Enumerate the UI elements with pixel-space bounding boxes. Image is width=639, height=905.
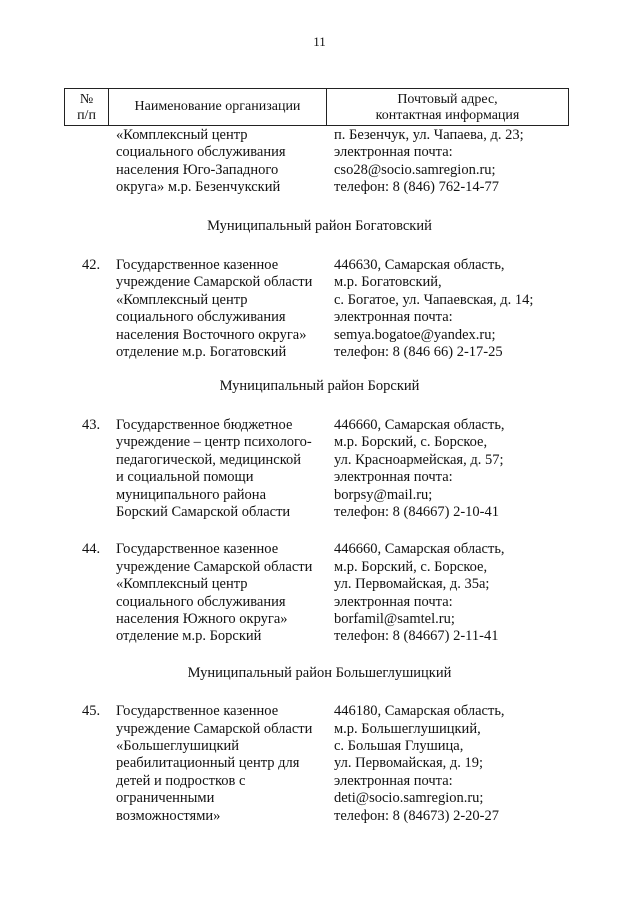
address-line: электронная почта:	[334, 593, 453, 610]
name-line: муниципального района	[116, 486, 266, 503]
address-line: электронная почта:	[334, 469, 453, 486]
address-line: м.р. Богатовский,	[334, 274, 442, 291]
entry-number	[82, 127, 118, 197]
name-line: социального обслуживания	[116, 309, 286, 326]
name-line: социального обслуживания	[116, 593, 286, 610]
address-line: электронная почта:	[334, 309, 453, 326]
name-line: округа» м.р. Безенчукский	[116, 179, 281, 196]
address-line: телефон: 8 (84667) 2-11-41	[334, 628, 499, 645]
header-num-line: №	[79, 92, 94, 107]
table-row-continuation	[0, 127, 639, 197]
organization-name	[116, 417, 334, 521]
header-num-cell	[65, 89, 109, 125]
address-line: cso28@socio.samregion.ru;	[334, 161, 496, 178]
header-address-line: Почтовый адрес,	[397, 92, 498, 107]
address-line: 446660, Самарская область,	[334, 416, 505, 433]
address-line: ул. Первомайская, д. 35а;	[334, 576, 490, 593]
table-row	[0, 703, 639, 825]
name-line: Государственное казенное	[116, 541, 279, 558]
address-line: телефон: 8 (84673) 2-20-27	[334, 807, 499, 824]
entry-number: 45.	[82, 703, 101, 720]
address-line: м.р. Борский, с. Борское,	[334, 558, 488, 575]
organization-name	[116, 127, 334, 197]
contact-info	[334, 257, 574, 361]
name-line: реабилитационный центр для	[116, 755, 300, 772]
address-line: ул. Первомайская, д. 19;	[334, 755, 484, 772]
address-line: телефон: 8 (846) 762-14-77	[334, 179, 499, 196]
name-line: учреждение – центр психолого-	[116, 434, 312, 451]
name-line: населения Восточного округа»	[116, 326, 307, 343]
name-line: социального обслуживания	[116, 144, 286, 161]
header-address-cell	[327, 89, 568, 125]
name-line: Государственное бюджетное	[116, 416, 293, 433]
name-line: «Комплексный центр	[116, 127, 248, 143]
contact-info	[334, 541, 574, 645]
address-line: электронная почта:	[334, 772, 453, 789]
name-line: Государственное казенное	[116, 257, 279, 274]
name-line: и социальной помощи	[116, 469, 254, 486]
contact-info	[334, 703, 574, 825]
organization-name	[116, 703, 334, 825]
name-line: населения Южного округа»	[116, 610, 288, 627]
organization-name	[116, 541, 334, 645]
address-line: deti@socio.samregion.ru;	[334, 790, 484, 807]
name-line: детей и подростков с	[116, 772, 246, 789]
name-line: отделение м.р. Богатовский	[116, 344, 287, 361]
entry-number: 44.	[82, 541, 101, 558]
address-line: ул. Красноармейская, д. 57;	[334, 451, 504, 468]
name-line: учреждение Самарской области	[116, 274, 313, 291]
name-line: «Комплексный центр	[116, 291, 248, 308]
entry-number: 42.	[82, 257, 101, 274]
address-line: м.р. Борский, с. Борское,	[334, 434, 488, 451]
district-heading: Муниципальный район Богатовский	[207, 217, 432, 234]
address-line: телефон: 8 (846 66) 2-17-25	[334, 344, 503, 361]
district-heading: Муниципальный район Большеглушицкий	[187, 664, 452, 681]
address-line: п. Безенчук, ул. Чапаева, д. 23;	[334, 127, 524, 143]
entry-number: 43.	[82, 416, 101, 433]
name-line: учреждение Самарской области	[116, 558, 313, 575]
table-row	[0, 541, 639, 645]
address-line: с. Богатое, ул. Чапаевская, д. 14;	[334, 291, 534, 308]
name-line: возможностями»	[116, 807, 221, 824]
table-row	[0, 417, 639, 521]
address-line: электронная почта:	[334, 144, 453, 161]
header-name-cell: Наименование организации	[109, 89, 327, 125]
document-content	[0, 126, 639, 825]
organization-name	[116, 257, 334, 361]
name-line: Государственное казенное	[116, 703, 279, 720]
name-line: «Комплексный центр	[116, 576, 248, 593]
table-header	[64, 88, 569, 126]
header-num-line: п/п	[77, 108, 96, 123]
contact-info	[334, 127, 574, 197]
name-line: учреждение Самарской области	[116, 720, 313, 737]
district-heading: Муниципальный район Борский	[219, 378, 420, 395]
address-line: borpsy@mail.ru;	[334, 486, 433, 503]
name-line: отделение м.р. Борский	[116, 628, 262, 645]
address-line: м.р. Большеглушицкий,	[334, 720, 481, 737]
address-line: borfamil@samtel.ru;	[334, 610, 455, 627]
address-line: semya.bogatoe@yandex.ru;	[334, 326, 496, 343]
table-row	[0, 257, 639, 361]
name-line: населения Юго-Западного	[116, 161, 279, 178]
address-line: 446630, Самарская область,	[334, 257, 505, 274]
address-line: с. Большая Глушица,	[334, 737, 464, 754]
header-address-line: контактная информация	[375, 108, 520, 123]
address-line: телефон: 8 (84667) 2-10-41	[334, 503, 499, 520]
name-line: ограниченными	[116, 790, 215, 807]
name-line: Борский Самарской области	[116, 503, 291, 520]
name-line: педагогической, медицинской	[116, 451, 302, 468]
name-line: «Большеглушицкий	[116, 737, 240, 754]
address-line: 446660, Самарская область,	[334, 541, 505, 558]
address-line: 446180, Самарская область,	[334, 703, 505, 720]
contact-info	[334, 417, 574, 521]
page-number: 11	[313, 34, 326, 49]
